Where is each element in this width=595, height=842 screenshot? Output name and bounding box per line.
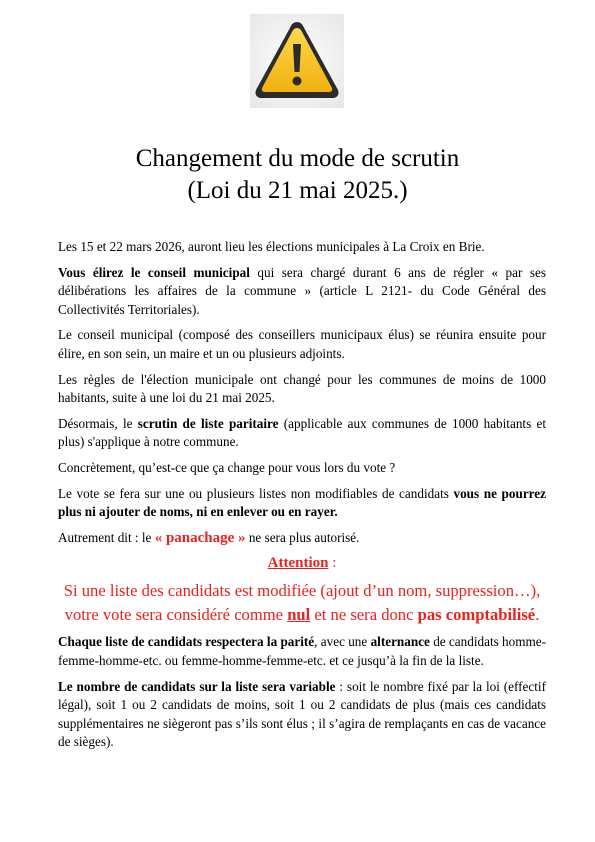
paragraph-text: Le vote se fera sur une ou plusieurs listes non modifiables de candidats — [58, 485, 454, 501]
paragraph-elections-dates: Les 15 et 22 mars 2026, auront lieu les élections municipales à La Croix en Brie. — [58, 239, 485, 254]
emphasis-text: Chaque liste de candidats respectera la parité — [58, 634, 315, 650]
document-body — [58, 238, 546, 759]
paragraph-text: , avec une — [314, 634, 371, 650]
page-subtitle: (Loi du 21 mai 2025.) — [187, 177, 408, 204]
emphasis-text: alternance — [370, 634, 430, 650]
warning-text: . — [535, 605, 540, 625]
paragraph-text: qui sera chargé durant 6 ans de régler « par ses délibérations les affaires de la commune » (article L 2121- du Code Général des Collectivités Territoriales). — [58, 264, 546, 317]
paragraph-question: Concrètement, qu’est-ce que ça change pour vous lors du vote ? — [58, 459, 396, 475]
attention-colon: : — [328, 555, 337, 572]
attention-title: Attention — [267, 555, 329, 572]
warning-text: Si une liste des candidats est modifiée (ajout d’un nom, suppression…), votre vote sera considéré comme — [63, 581, 541, 625]
warning-nul: nul — [287, 605, 311, 625]
paragraph-regles: Les règles de l'élection municipale ont changé pour les communes de moins de 1000 habitants, suite à une loi du 21 mai 2025. — [58, 371, 546, 406]
paragraph-scrutin-liste — [58, 415, 546, 452]
emphasis-text: Le nombre de candidats sur la liste sera variable — [58, 678, 336, 694]
paragraph-parite — [58, 633, 546, 670]
warning-triangle-icon — [250, 14, 344, 108]
warning-text: et ne sera donc — [310, 605, 418, 625]
paragraph-text: : soit le nombre fixé par la loi (effectif légal), soit 1 ou 2 candidats de moins, soit 1 ou 2 candidats de plus (mais ces candidats supplémentaires ne siègeront pas s’ils sont élus ; il s’agira de remplaçants en cas de vacance de sièges). — [58, 678, 546, 750]
paragraph-nombre-candidats — [58, 678, 546, 752]
paragraph-panachage — [58, 529, 546, 548]
paragraph-text: Désormais, le — [58, 415, 138, 431]
panachage-highlight: « panachage » — [154, 529, 246, 546]
page-title: Changement du mode de scrutin — [135, 145, 460, 172]
paragraph-listes-non-modifiables — [58, 485, 546, 522]
warning-block — [58, 579, 546, 627]
paragraph-text: de candidats homme-femme-homme-etc. ou femme-homme-femme-etc. et ce jusqu’à la fin de la liste. — [58, 634, 546, 668]
paragraph-composition: Le conseil municipal (composé des conseillers municipaux élus) se réunira ensuite pour élire, en son sein, un maire et un ou plusieurs adjoints. — [58, 327, 546, 361]
paragraph-text: ne sera plus autorisé. — [245, 529, 360, 545]
emphasis-text: scrutin de liste paritaire — [137, 415, 279, 431]
emphasis-text: Vous élirez le conseil municipal — [58, 264, 250, 280]
paragraph-text: Autrement dit : le — [58, 529, 155, 545]
paragraph-text: (applicable aux communes de 1000 habitants et plus) s'applique à notre commune. — [58, 415, 546, 450]
warning-bold: pas comptabilisé — [417, 605, 536, 625]
emphasis-text: vous ne pourrez plus ni ajouter de noms, ni en enlever ou en rayer. — [58, 485, 546, 520]
paragraph-conseil-municipal — [58, 264, 546, 320]
attention-heading — [58, 554, 546, 573]
